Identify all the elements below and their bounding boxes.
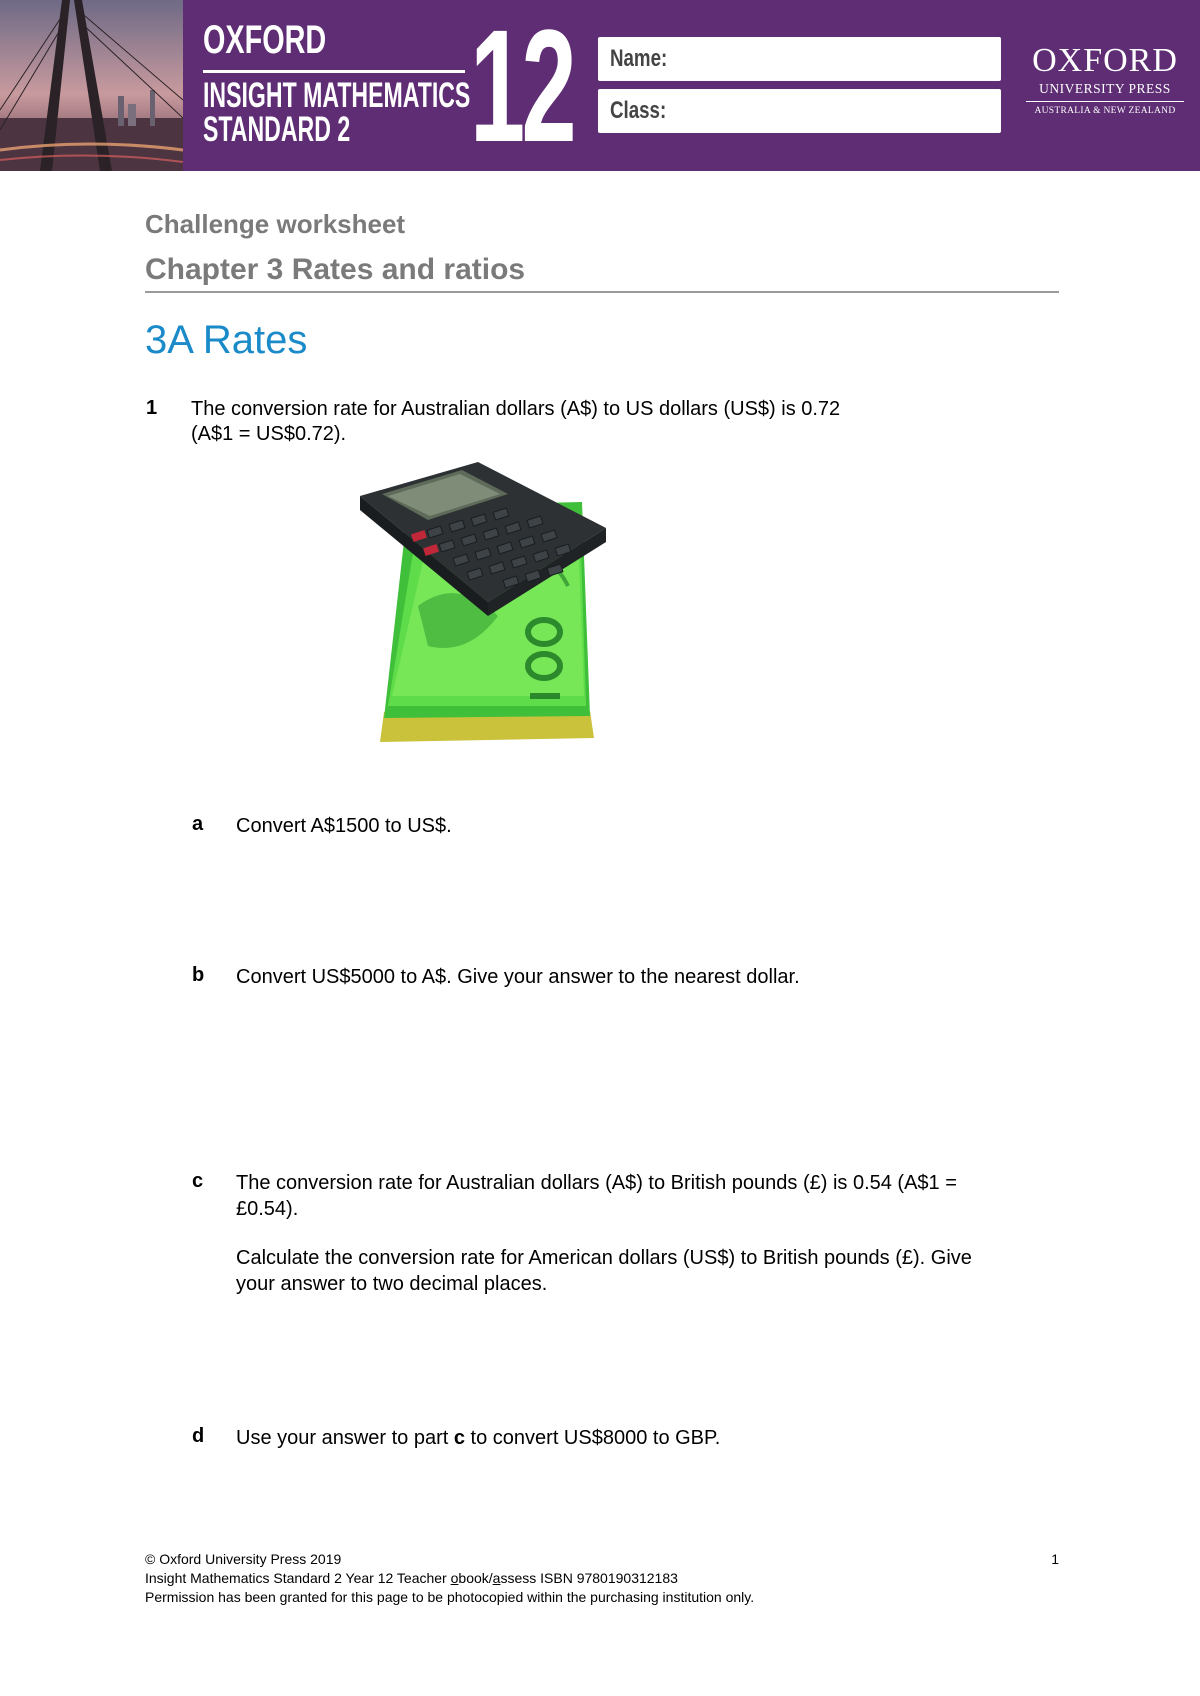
series-brand: OXFORD bbox=[203, 18, 327, 62]
footer-book-o: o bbox=[450, 1570, 459, 1586]
series-title-line2: STANDARD 2 bbox=[203, 110, 351, 149]
series-logo bbox=[203, 18, 473, 147]
part-c-paragraph-2 bbox=[236, 1245, 1056, 1297]
footer-book-mid2: ssess ISBN 9780190312183 bbox=[500, 1570, 678, 1586]
question-stem-line2: (A$1 = US$0.72). bbox=[191, 423, 347, 445]
part-d-line bbox=[236, 1425, 1056, 1451]
footer-book-mid1: book/ bbox=[458, 1570, 493, 1586]
section-title: 3A Rates bbox=[145, 318, 308, 362]
part-c-paragraph-1 bbox=[236, 1170, 1056, 1222]
part-d-text-post: to convert US$8000 to GBP. bbox=[465, 1427, 721, 1449]
page-number: 1 bbox=[1051, 1551, 1059, 1567]
question-number: 1 bbox=[146, 397, 158, 419]
series-title-line1: INSIGHT MATHEMATICS bbox=[203, 76, 471, 115]
part-a-line: Convert A$1500 to US$. bbox=[236, 815, 452, 837]
bridge-photo bbox=[0, 0, 183, 171]
part-c-text bbox=[236, 1170, 1056, 1320]
footer-copyright: © Oxford University Press 2019 bbox=[145, 1551, 342, 1567]
part-b-line: Convert US$5000 to A$. Give your answer to the nearest dollar. bbox=[236, 966, 800, 988]
part-d-text-pre: Use your answer to part bbox=[236, 1427, 454, 1449]
part-a-letter: a bbox=[192, 813, 204, 835]
name-label: Name: bbox=[610, 45, 668, 72]
question-stem bbox=[191, 397, 1051, 447]
publisher-region: AUSTRALIA & NEW ZEALAND bbox=[1034, 106, 1176, 116]
chapter-divider bbox=[145, 291, 1059, 293]
footer-book-pre: Insight Mathematics Standard 2 Year 12 Teacher bbox=[145, 1570, 451, 1586]
part-d-text-bold: c bbox=[453, 1427, 465, 1449]
footer-book-a: a bbox=[492, 1570, 501, 1586]
footer-book-info bbox=[145, 1569, 1059, 1588]
part-b-letter: b bbox=[192, 964, 205, 986]
footer-permission: Permission has been granted for this page to be photocopied within the purchasing institution only. bbox=[145, 1589, 755, 1605]
header-banner bbox=[0, 0, 1200, 175]
class-field[interactable] bbox=[598, 89, 1001, 133]
calculator-and-banknotes-image bbox=[358, 456, 626, 748]
document-kind: Challenge worksheet bbox=[145, 209, 406, 239]
part-d-text bbox=[236, 1425, 1056, 1474]
chapter-title: Chapter 3 Rates and ratios bbox=[145, 253, 526, 286]
series-rule bbox=[203, 70, 465, 73]
year-number: 12 bbox=[470, 0, 573, 175]
name-field[interactable] bbox=[598, 37, 1001, 81]
part-a-text bbox=[236, 813, 1056, 862]
part-c-letter: c bbox=[192, 1170, 204, 1192]
publisher-name: OXFORD bbox=[1032, 42, 1178, 79]
part-c-line-1: The conversion rate for Australian dollars (A$) to British pounds (£) is 0.54 (A$1 = bbox=[236, 1172, 957, 1194]
part-b-text bbox=[236, 964, 1056, 1013]
page-footer bbox=[145, 1550, 1059, 1607]
part-c-line-2: £0.54). bbox=[236, 1198, 299, 1220]
part-c-line-3: Calculate the conversion rate for American dollars (US$) to British pounds (£). Give bbox=[236, 1247, 972, 1269]
part-c-line-4: your answer to two decimal places. bbox=[236, 1273, 548, 1295]
question-stem-line1: The conversion rate for Australian dollars (A$) to US dollars (US$) is 0.72 bbox=[191, 398, 841, 420]
part-d-letter: d bbox=[192, 1425, 205, 1447]
class-label: Class: bbox=[610, 97, 667, 124]
publisher-logo bbox=[1020, 44, 1190, 116]
publisher-press: UNIVERSITY PRESS bbox=[1039, 81, 1171, 96]
publisher-rule bbox=[1026, 101, 1184, 102]
